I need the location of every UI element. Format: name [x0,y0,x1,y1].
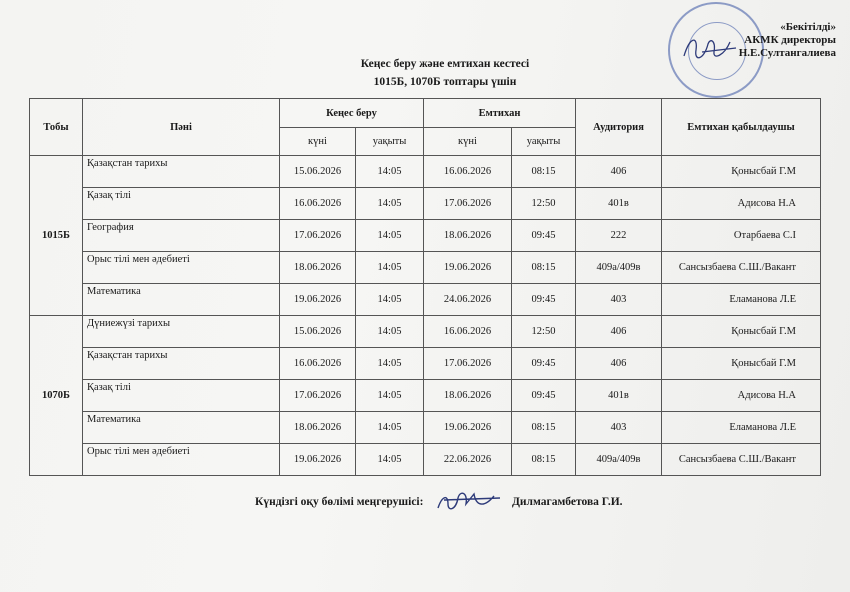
examiner-cell: Еламанова Л.Е [662,412,821,444]
consult-time-cell: 14:05 [356,412,424,444]
room-cell: 406 [576,348,662,380]
document-title: Кеңес беру және емтихан кестесі [360,58,530,70]
examiner-cell: Сансызбаева С.Ш./Вакант [662,444,821,476]
examiner-cell: Адисова Н.А [662,188,821,220]
table-row [30,188,821,220]
exam-time-cell: 08:15 [512,252,576,284]
exam-date-cell: 17.06.2026 [424,188,512,220]
table-row [30,412,821,444]
exam-date-cell: 16.06.2026 [424,156,512,188]
consult-time-cell: 14:05 [356,252,424,284]
room-cell: 401в [576,380,662,412]
schedule-table [29,98,821,476]
group-cell: 1070Б [30,316,83,476]
exam-time-cell: 09:45 [512,380,576,412]
examiner-cell: Отарбаева С.І [662,220,821,252]
table-row [30,284,821,316]
consult-date-cell: 18.06.2026 [280,412,356,444]
exam-date-cell: 18.06.2026 [424,220,512,252]
table-row [30,220,821,252]
exam-time-cell: 08:15 [512,412,576,444]
examiner-cell: Қонысбай Г.М [662,156,821,188]
header-consult-time: уақыты [356,128,424,156]
table-row [30,316,821,348]
consult-date-cell: 19.06.2026 [280,444,356,476]
approval-line-1: «Бекітілді» [780,21,836,33]
subject-cell: Математика [83,412,280,444]
header-exam: Емтихан [424,99,576,128]
header-examiner: Емтихан қабылдаушы [662,99,821,156]
table-row [30,156,821,188]
header-exam-time: уақыты [512,128,576,156]
schedule-body [30,156,821,476]
approval-line-2: АКМК директоры [744,34,836,46]
subject-cell: Қазақ тілі [83,188,280,220]
subject-cell: Қазақ тілі [83,380,280,412]
table-row [30,252,821,284]
exam-date-cell: 19.06.2026 [424,252,512,284]
approval-block [739,21,836,60]
group-cell: 1015Б [30,156,83,316]
consult-date-cell: 15.06.2026 [280,156,356,188]
consult-time-cell: 14:05 [356,220,424,252]
consult-time-cell: 14:05 [356,348,424,380]
exam-date-cell: 24.06.2026 [424,284,512,316]
header-consult: Кеңес беру [280,99,424,128]
exam-date-cell: 19.06.2026 [424,412,512,444]
subject-cell: Қазақстан тарихы [83,156,280,188]
approval-line-3: Н.Е.Султангалиева [738,47,836,59]
exam-time-cell: 09:45 [512,348,576,380]
room-cell: 222 [576,220,662,252]
subject-cell: Қазақстан тарихы [83,348,280,380]
exam-time-cell: 12:50 [512,188,576,220]
consult-date-cell: 16.06.2026 [280,348,356,380]
examiner-cell: Сансызбаева С.Ш./Вакант [662,252,821,284]
table-row [30,348,821,380]
exam-date-cell: 16.06.2026 [424,316,512,348]
header-group: Тобы [30,99,83,156]
header-room: Аудитория [576,99,662,156]
exam-date-cell: 18.06.2026 [424,380,512,412]
examiner-cell: Адисова Н.А [662,380,821,412]
room-cell: 409а/409в [576,252,662,284]
room-cell: 403 [576,284,662,316]
subject-cell: Математика [83,284,280,316]
head-signature [434,486,504,516]
consult-date-cell: 15.06.2026 [280,316,356,348]
header-consult-date: күні [280,128,356,156]
examiner-cell: Еламанова Л.Е [662,284,821,316]
exam-time-cell: 08:15 [512,444,576,476]
exam-date-cell: 22.06.2026 [424,444,512,476]
table-row [30,380,821,412]
examiner-cell: Қонысбай Г.М [662,348,821,380]
exam-time-cell: 08:15 [512,156,576,188]
consult-time-cell: 14:05 [356,444,424,476]
subject-cell: Орыс тілі мен әдебиеті [83,444,280,476]
consult-date-cell: 18.06.2026 [280,252,356,284]
room-cell: 409а/409в [576,444,662,476]
room-cell: 403 [576,412,662,444]
consult-date-cell: 17.06.2026 [280,380,356,412]
document-subtitle: 1015Б, 1070Б топтары үшін [373,76,517,88]
exam-time-cell: 12:50 [512,316,576,348]
exam-time-cell: 09:45 [512,220,576,252]
consult-time-cell: 14:05 [356,156,424,188]
examiner-cell: Қонысбай Г.М [662,316,821,348]
table-row [30,444,821,476]
consult-time-cell: 14:05 [356,380,424,412]
consult-date-cell: 19.06.2026 [280,284,356,316]
room-cell: 401в [576,188,662,220]
footer-name: Дилмагамбетова Г.И. [512,496,623,508]
header-exam-date: күні [424,128,512,156]
header-subject: Пәні [83,99,280,156]
subject-cell: География [83,220,280,252]
exam-date-cell: 17.06.2026 [424,348,512,380]
consult-time-cell: 14:05 [356,316,424,348]
consult-date-cell: 17.06.2026 [280,220,356,252]
footer-label: Күндізгі оқу бөлімі меңгерушісі: [255,496,424,508]
consult-time-cell: 14:05 [356,284,424,316]
consult-time-cell: 14:05 [356,188,424,220]
subject-cell: Орыс тілі мен әдебиеті [83,252,280,284]
exam-time-cell: 09:45 [512,284,576,316]
room-cell: 406 [576,156,662,188]
subject-cell: Дүниежүзі тарихы [83,316,280,348]
room-cell: 406 [576,316,662,348]
consult-date-cell: 16.06.2026 [280,188,356,220]
